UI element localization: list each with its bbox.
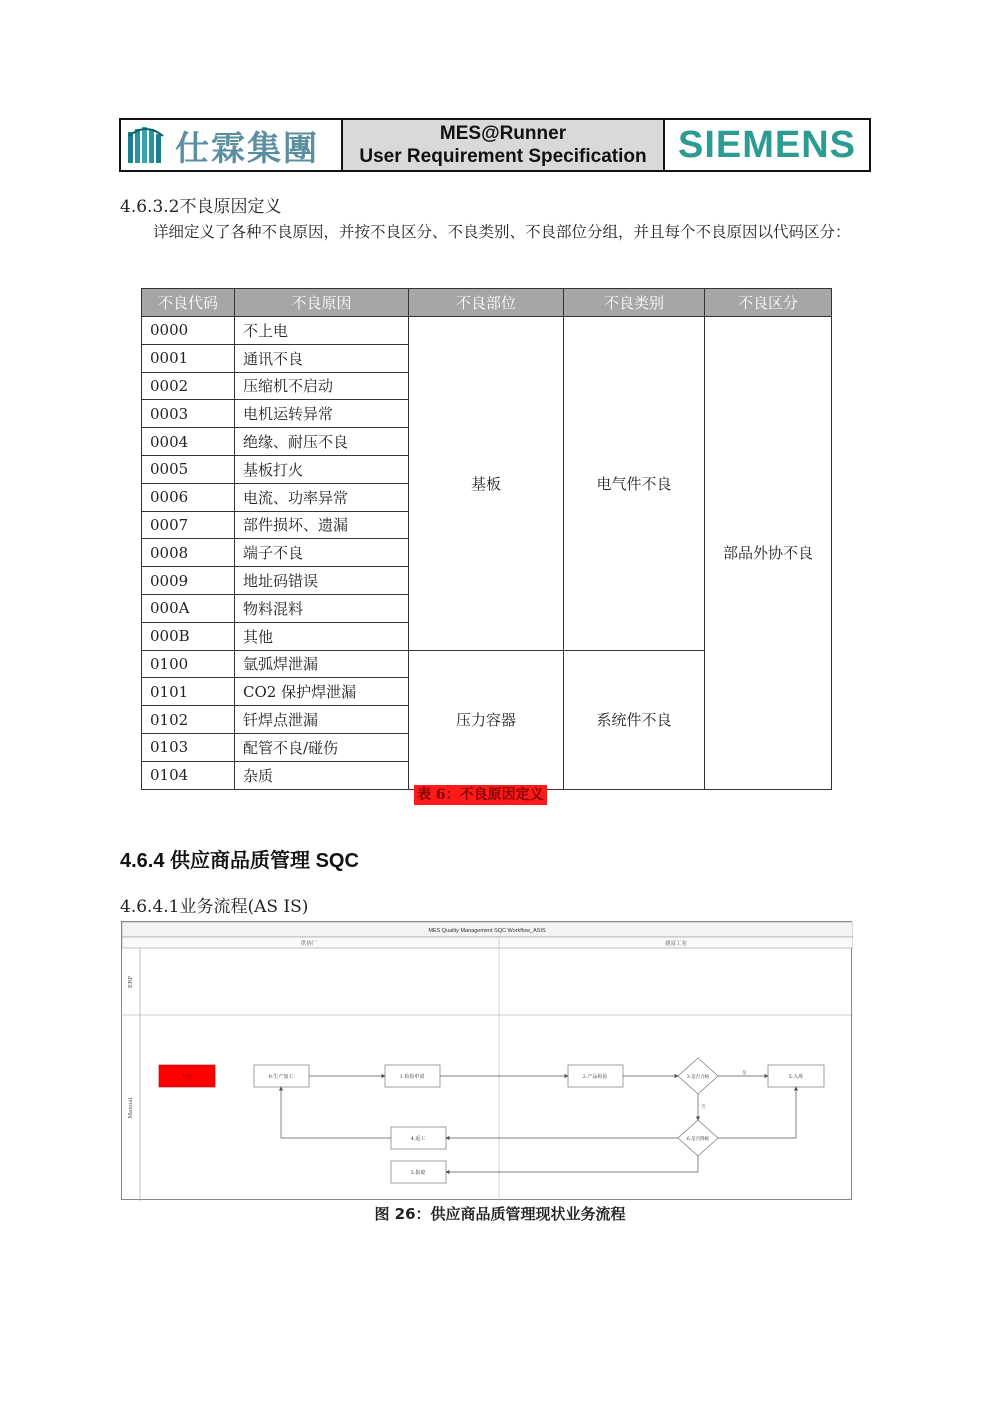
defect-reason-table (141, 288, 832, 790)
workflow-node-production-label: 0.生产加工 (268, 1074, 294, 1080)
defect-code-cell: 0006 (142, 483, 235, 511)
defect-reason-cell: 物料混料 (235, 594, 409, 622)
workflow-edge-yes-label: 是 (742, 1071, 747, 1076)
defect-category-cell: 电气件不良 (564, 317, 705, 651)
defect-code-cell: 0009 (142, 567, 235, 595)
defect-reason-cell: CO2 保护焊泄漏 (235, 678, 409, 706)
workflow-column-company: 捷富工业 (664, 941, 688, 947)
defect-reason-cell: 绝缘、耐压不良 (235, 428, 409, 456)
workflow-lane-manual: Manual (128, 1097, 134, 1119)
defect-code-cell: 0104 (142, 761, 235, 789)
workflow-connectors (281, 1076, 796, 1172)
defect-code-cell: 0005 (142, 455, 235, 483)
table-header-row (142, 289, 832, 317)
figure-caption: 图 26：供应商品质管理现状业务流程 (374, 1205, 626, 1223)
defect-reason-cell: 杂质 (235, 761, 409, 789)
table-row (142, 317, 832, 345)
workflow-decision-pass-label: 3.是否合格 (686, 1075, 710, 1080)
defect-code-cell: 0101 (142, 678, 235, 706)
workflow-lane-erp: ERP (128, 976, 134, 988)
defect-location-cell: 压力容器 (409, 650, 564, 789)
defect-reason-cell: 氩弧焊泄漏 (235, 650, 409, 678)
workflow-edge-no-label: 否 (701, 1105, 706, 1110)
defect-reason-cell: 部件损坏、遗漏 (235, 511, 409, 539)
workflow-start-label: 开始 (181, 1075, 193, 1081)
document-title (343, 120, 665, 170)
workflow-column-supplier: 供协厂 (300, 941, 318, 947)
header-defect-reason: 不良原因 (235, 289, 409, 317)
section-intro-paragraph: 详细定义了各种不良原因，并按不良区分、不良类别、不良部位分组，并且每个不良原因以代码区分： (153, 223, 851, 241)
workflow-node-rework-label: 4.返工 (410, 1136, 426, 1142)
defect-reason-cell: 压缩机不启动 (235, 372, 409, 400)
defect-reason-cell: 地址码错误 (235, 567, 409, 595)
defect-reason-cell: 钎焊点泄漏 (235, 706, 409, 734)
workflow-svg (122, 922, 853, 1201)
defect-reason-cell: 不上电 (235, 317, 409, 345)
defect-reason-cell: 电流、功率异常 (235, 483, 409, 511)
defect-code-cell: 0103 (142, 733, 235, 761)
defect-reason-cell: 电机运转异常 (235, 400, 409, 428)
defect-code-cell: 0004 (142, 428, 235, 456)
siemens-logo: SIEMENS (677, 123, 857, 166)
section-heading-4632: 4.6.3.2不良原因定义 (120, 197, 282, 217)
defect-location-cell: 基板 (409, 317, 564, 651)
logo-text: 仕霖集團 (175, 128, 319, 169)
defect-code-cell: 000B (142, 622, 235, 650)
workflow-node-inspection-request-label: 1.检验申请 (399, 1074, 425, 1080)
workflow-node-scrap-label: 5.报废 (410, 1170, 426, 1176)
workflow-node-product-inspection-label: 2.产品检验 (582, 1074, 608, 1080)
defect-code-cell: 0008 (142, 539, 235, 567)
defect-code-cell: 0001 (142, 344, 235, 372)
header-defect-category: 不良类别 (564, 289, 705, 317)
title-line-1: MES@Runner (439, 123, 567, 144)
header-defect-code: 不良代码 (142, 289, 235, 317)
workflow-title: MES Quality Management SQC Workflow_ASIS (428, 928, 546, 934)
defect-code-cell: 0002 (142, 372, 235, 400)
header-defect-location: 不良部位 (409, 289, 564, 317)
defect-code-cell: 0000 (142, 317, 235, 345)
defect-code-cell: 000A (142, 594, 235, 622)
defect-reason-cell: 通讯不良 (235, 344, 409, 372)
header-defect-division: 不良区分 (705, 289, 832, 317)
section-heading-464: 4.6.4 供应商品质管理 SQC (120, 850, 359, 872)
defect-division-cell: 部品外协不良 (705, 317, 832, 790)
defect-reason-cell: 其他 (235, 622, 409, 650)
workflow-node-warehouse-label: 5.入库 (788, 1074, 804, 1080)
logo-mark-icon (127, 126, 165, 164)
defect-category-cell: 系统件不良 (564, 650, 705, 789)
defect-code-cell: 0102 (142, 706, 235, 734)
defect-code-cell: 0007 (142, 511, 235, 539)
workflow-decision-downgrade-label: 6.是否降级 (686, 1137, 710, 1142)
defect-code-cell: 0100 (142, 650, 235, 678)
defect-reason-cell: 配管不良/碰伤 (235, 733, 409, 761)
defect-reason-cell: 基板打火 (235, 455, 409, 483)
document-header (119, 118, 871, 172)
table-caption: 表 6：不良原因定义 (414, 785, 547, 805)
title-line-2: User Requirement Specification (359, 146, 647, 167)
company-logo (121, 120, 343, 170)
section-heading-4641: 4.6.4.1业务流程(AS IS) (120, 897, 309, 917)
defect-reason-cell: 端子不良 (235, 539, 409, 567)
workflow-diagram (121, 921, 852, 1200)
defect-code-cell: 0003 (142, 400, 235, 428)
